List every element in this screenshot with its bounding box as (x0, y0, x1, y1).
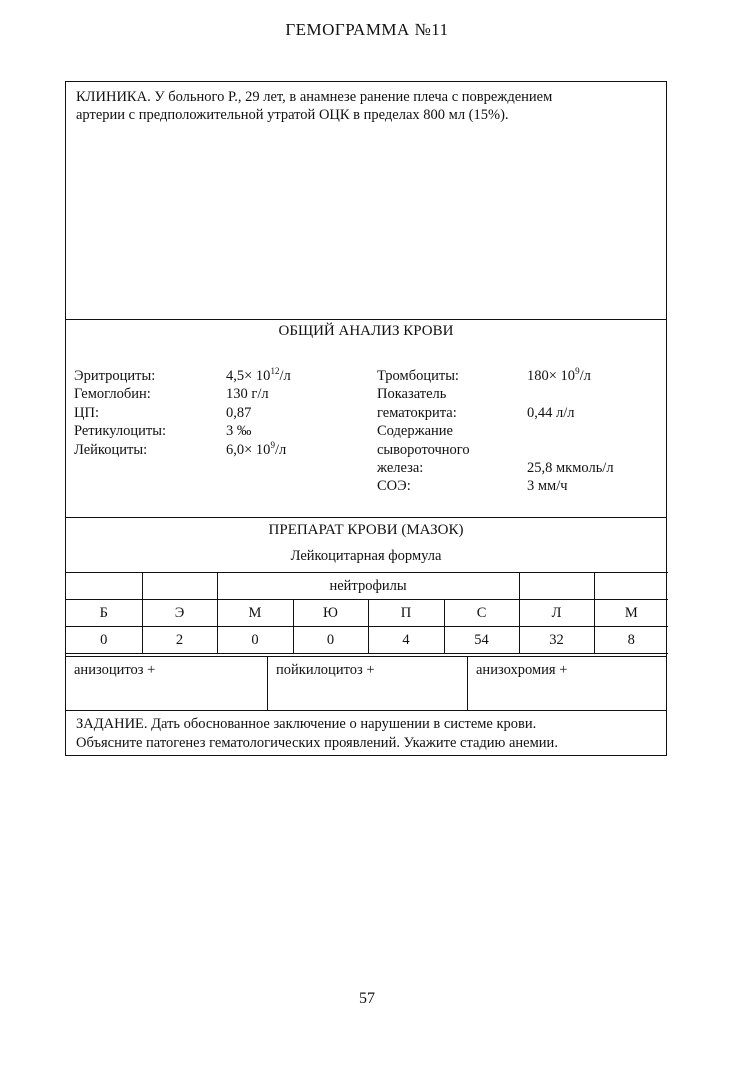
smear-title: ПРЕПАРАТ КРОВИ (МАЗОК) (268, 522, 464, 538)
value-band: 4 (368, 627, 444, 654)
header-segmented: С (444, 600, 519, 627)
table-header-row (66, 600, 668, 627)
value-eosinophils: 2 (142, 627, 217, 654)
retic-label: Ретикулоциты: (74, 423, 166, 440)
iron-value: 25,8 мкмоль/л (527, 460, 614, 477)
header-myelocytes: М (217, 600, 293, 627)
esr-value: 3 мм/ч (527, 478, 568, 495)
rbc-value: $4,5\times 10^{12}/л$ (226, 366, 291, 384)
plt-label: Тромбоциты: (377, 368, 459, 384)
clinic-line-1: КЛИНИКА. У больного Р., 29 лет, в анамнезе ранение плеча с повреждением (76, 89, 553, 105)
task-line-1: ЗАДАНИЕ. Дать обоснованное заключение о нарушении в системе крови. (76, 716, 537, 732)
header-band: П (368, 600, 444, 627)
header-metamyelocytes: Ю (293, 600, 368, 627)
header-basophils: Б (66, 600, 142, 627)
blood-test-section (66, 320, 666, 518)
hb-label: Гемоглобин: (74, 386, 151, 403)
table-cell-empty (66, 573, 142, 600)
value-metamyelocytes: 0 (293, 627, 368, 654)
plt-value: $180\times 10^9/л$ (527, 366, 591, 384)
table-cell-empty (594, 573, 668, 600)
right-labels (377, 367, 470, 496)
neutrophil-group-row (66, 573, 668, 600)
morphology-row (66, 656, 666, 711)
header-lymphocytes: Л (519, 600, 594, 627)
page-number: 57 (359, 990, 375, 1007)
anisocytosis: анизоцитоз + (66, 657, 268, 711)
rbc-label: Эритроциты: (74, 368, 156, 384)
leukocyte-formula-table (66, 572, 668, 654)
iron-label-1: Содержание (377, 423, 453, 440)
left-values (226, 367, 291, 459)
cp-value: 0,87 (226, 404, 252, 421)
table-cell-empty (142, 573, 217, 600)
hb-value: 130 г/л (226, 386, 269, 403)
task-section (66, 711, 666, 757)
page-title: ГЕМОГРАММА №11 (285, 20, 449, 39)
value-monocytes: 8 (594, 627, 668, 654)
hct-value: 0,44 л/л (527, 404, 575, 421)
clinic-section (66, 82, 666, 320)
value-myelocytes: 0 (217, 627, 293, 654)
cp-label: ЦП: (74, 404, 99, 421)
value-segmented: 54 (444, 627, 519, 654)
task-line-2: Объясните патогенез гематологических проявлений. Укажите стадию анемии. (76, 735, 558, 751)
leukocyte-formula-subtitle: Лейкоцитарная формула (290, 548, 442, 564)
clinic-line-2: артерии с предположительной утратой ОЦК в пределах 800 мл (15%). (76, 107, 509, 123)
iron-label-2: сывороточного (377, 441, 470, 458)
table-cell-empty (519, 573, 594, 600)
left-labels (74, 367, 166, 459)
wbc-value: $6,0\times 10^9/л$ (226, 439, 287, 458)
right-values (527, 367, 614, 496)
hct-label-2: гематокрита: (377, 404, 457, 421)
anisochromia: анизохромия + (476, 662, 568, 678)
blood-test-title: ОБЩИЙ АНАЛИЗ КРОВИ (278, 323, 454, 339)
value-lymphocytes: 32 (519, 627, 594, 654)
hct-label-1: Показатель (377, 386, 447, 403)
hemogram-card (65, 81, 667, 756)
header-monocytes: М (594, 600, 668, 627)
wbc-label: Лейкоциты: (74, 441, 148, 458)
value-basophils: 0 (66, 627, 142, 654)
smear-section (66, 518, 666, 711)
iron-label-3: железа: (377, 460, 424, 477)
neutrophils-header: нейтрофилы (217, 573, 519, 600)
table-value-row (66, 627, 668, 654)
header-eosinophils: Э (142, 600, 217, 627)
retic-value: 3 ‰ (226, 423, 252, 440)
poikilocytosis: пойкилоцитоз + (268, 657, 468, 711)
esr-label: СОЭ: (377, 478, 411, 495)
